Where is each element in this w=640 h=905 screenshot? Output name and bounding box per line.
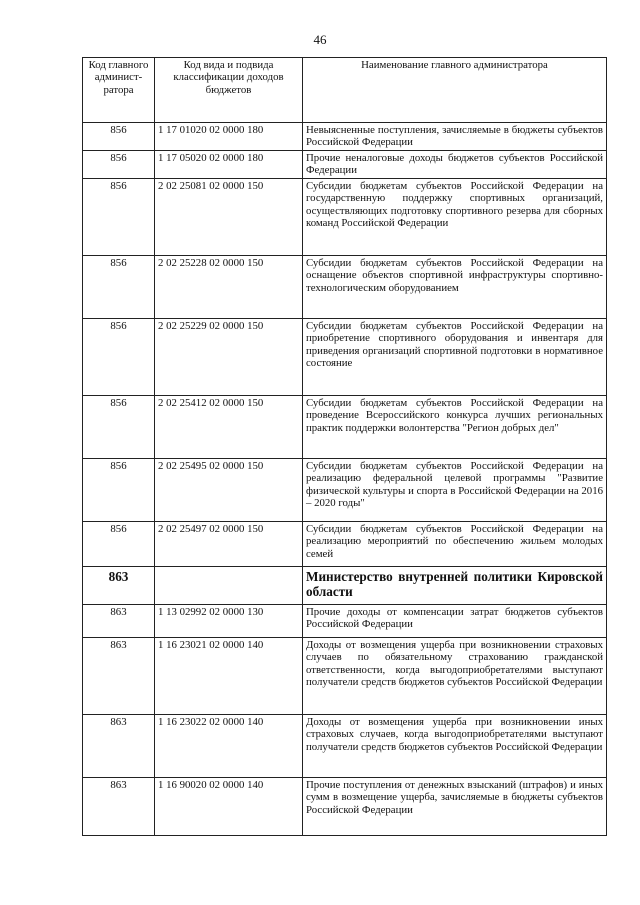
revenue-name-cell: Субсидии бюджетам субъектов Российской Федерации на приобретение спортивного оборудования и инвентаря для приведения организаций спортивной подготовки в нормативное состояние xyxy=(303,319,607,396)
table-row xyxy=(83,638,607,715)
page-number: 46 xyxy=(313,32,327,47)
revenue-name-cell: Субсидии бюджетам субъектов Российской Федерации на государственную поддержку спортивных организаций, осуществляющих подготовку спортивного резерва для сборных команд Российской Федерации xyxy=(303,179,607,256)
table-row xyxy=(83,319,607,396)
revenue-name-cell: Субсидии бюджетам субъектов Российской Федерации на проведение Всероссийского конкурса лучших региональных практик поддержки волонтерства "Регион добрых дел" xyxy=(303,396,607,459)
classification-code-cell xyxy=(155,567,303,605)
header-admin-code: Код главного админист-ратора xyxy=(83,58,155,123)
revenue-name-cell: Прочие доходы от компенсации затрат бюджетов субъектов Российской Федерации xyxy=(303,605,607,638)
classification-code-cell: 2 02 25081 02 0000 150 xyxy=(155,179,303,256)
classification-code-cell: 2 02 25228 02 0000 150 xyxy=(155,256,303,319)
admin-code-cell: 856 xyxy=(83,151,155,179)
admin-code-cell: 863 xyxy=(83,778,155,836)
revenue-name-cell: Субсидии бюджетам субъектов Российской Федерации на реализацию мероприятий по обеспечению жильем молодых семей xyxy=(303,522,607,567)
table-row xyxy=(83,256,607,319)
classification-code-cell: 1 16 90020 02 0000 140 xyxy=(155,778,303,836)
admin-code-cell: 856 xyxy=(83,179,155,256)
admin-code-cell: 863 xyxy=(83,567,155,605)
table-row xyxy=(83,715,607,778)
admin-code-cell: 856 xyxy=(83,256,155,319)
classification-code-cell: 2 02 25497 02 0000 150 xyxy=(155,522,303,567)
administrator-name-cell: Министерство внутренней политики Кировской области xyxy=(303,567,607,605)
revenue-name-cell: Прочие неналоговые доходы бюджетов субъектов Российской Федерации xyxy=(303,151,607,179)
table-row xyxy=(83,605,607,638)
revenue-name-cell: Субсидии бюджетам субъектов Российской Федерации на реализацию федеральной целевой программы "Развитие физической культуры и спорта в Российской Федерации на 2016 – 2020 годы" xyxy=(303,459,607,522)
revenue-name-cell: Субсидии бюджетам субъектов Российской Федерации на оснащение объектов спортивной инфраструктуры спортивно-технологическим оборудованием xyxy=(303,256,607,319)
admin-code-cell: 863 xyxy=(83,605,155,638)
classification-code-cell: 2 02 25412 02 0000 150 xyxy=(155,396,303,459)
classification-code-cell: 1 17 01020 02 0000 180 xyxy=(155,123,303,151)
table-row xyxy=(83,123,607,151)
revenue-name-cell: Доходы от возмещения ущерба при возникновении страховых случаев по обязательному страхованию гражданской ответственности, когда выгодоприобретателями выступают получатели средств бюджетов субъектов Российской Федерации xyxy=(303,638,607,715)
table-row xyxy=(83,459,607,522)
revenue-name-cell: Прочие поступления от денежных взысканий (штрафов) и иных сумм в возмещение ущерба, зачисляемые в бюджеты субъектов Российской Федерации xyxy=(303,778,607,836)
table-header-row xyxy=(83,58,607,123)
classification-code-cell: 1 13 02992 02 0000 130 xyxy=(155,605,303,638)
admin-code-cell: 863 xyxy=(83,638,155,715)
table-row xyxy=(83,522,607,567)
table-row xyxy=(83,151,607,179)
classification-code-cell: 1 16 23021 02 0000 140 xyxy=(155,638,303,715)
revenue-name-cell: Доходы от возмещения ущерба при возникновении иных страховых случаев, когда выгодоприобретателями выступают получатели средств бюджетов субъектов Российской Федерации xyxy=(303,715,607,778)
classification-code-cell: 2 02 25495 02 0000 150 xyxy=(155,459,303,522)
revenue-administrators-table xyxy=(82,57,607,836)
classification-code-cell: 2 02 25229 02 0000 150 xyxy=(155,319,303,396)
revenue-name-cell: Невыясненные поступления, зачисляемые в бюджеты субъектов Российской Федерации xyxy=(303,123,607,151)
classification-code-cell: 1 16 23022 02 0000 140 xyxy=(155,715,303,778)
table-body xyxy=(83,123,607,836)
admin-code-cell: 856 xyxy=(83,459,155,522)
table-row xyxy=(83,396,607,459)
admin-code-cell: 856 xyxy=(83,522,155,567)
table-row xyxy=(83,179,607,256)
admin-code-cell: 863 xyxy=(83,715,155,778)
header-admin-name: Наименование главного администратора xyxy=(303,58,607,123)
table-row xyxy=(83,778,607,836)
administrator-header-row xyxy=(83,567,607,605)
admin-code-cell: 856 xyxy=(83,319,155,396)
admin-code-cell: 856 xyxy=(83,123,155,151)
admin-code-cell: 856 xyxy=(83,396,155,459)
header-classification-code: Код вида и подвида классификации доходов бюджетов xyxy=(155,58,303,123)
classification-code-cell: 1 17 05020 02 0000 180 xyxy=(155,151,303,179)
